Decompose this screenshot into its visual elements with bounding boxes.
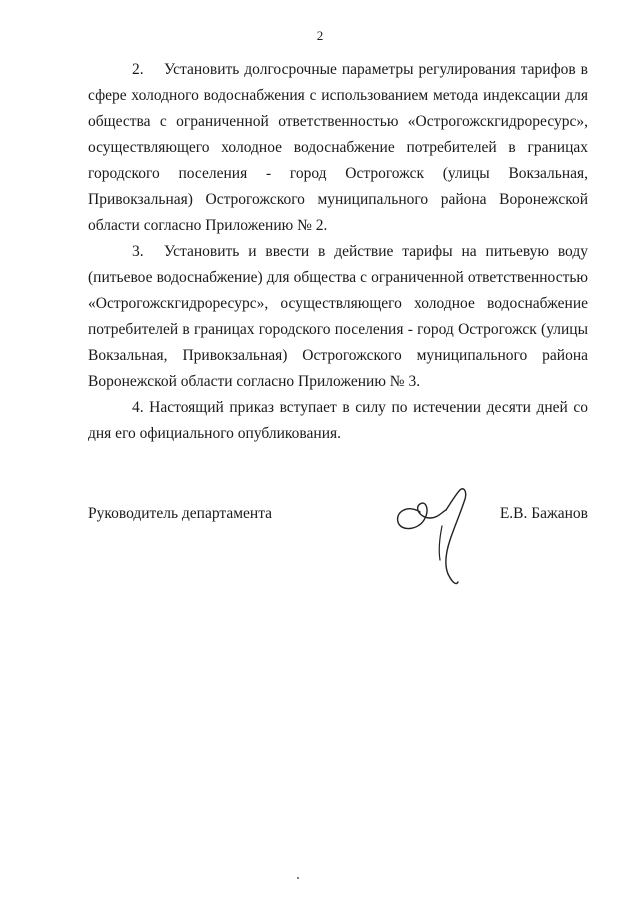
signatory-name: Е.В. Бажанов: [499, 505, 588, 522]
signatory-position: Руководитель департамента: [88, 505, 273, 522]
paragraph-text: Установить и ввести в действие тарифы на питьевую воду (питьевое водоснабжение) для общества с ограниченной ответственностью «Острогожскгидроресурс», осуществляющего холодное водоснабжение потребителей в границах городского поселения - город Острогожск (улицы Вокзальная, Привокзальная) Острогожского муниципального района Воронежской области согласно Приложению № 3.: [88, 243, 588, 390]
paragraph-4: [88, 395, 588, 447]
paragraph-text: Установить долгосрочные параметры регулирования тарифов в сфере холодного водоснабжения с использованием метода индексации для общества с ограниченной ответственностью «Острогожскгидроресурс», осуществляющего холодное водоснабжение потребителей в границах городского поселения - город Острогожск (улицы Вокзальная, Привокзальная) Острогожского муниципального района Воронежской области согласно Приложению № 2.: [88, 61, 588, 234]
page-number: 2: [316, 28, 324, 43]
scan-dot: [297, 877, 299, 879]
paragraph-2: [88, 57, 588, 239]
handwritten-signature: [390, 482, 480, 592]
document-body: [88, 57, 588, 447]
paragraph-number: 2.: [132, 61, 144, 78]
paragraph-text: 4. Настоящий приказ вступает в силу по истечении десяти дней со дня его официального опубликования.: [88, 399, 588, 442]
paragraph-3: [88, 239, 588, 395]
paragraph-number: 3.: [132, 243, 144, 260]
signature-block: [88, 505, 588, 533]
